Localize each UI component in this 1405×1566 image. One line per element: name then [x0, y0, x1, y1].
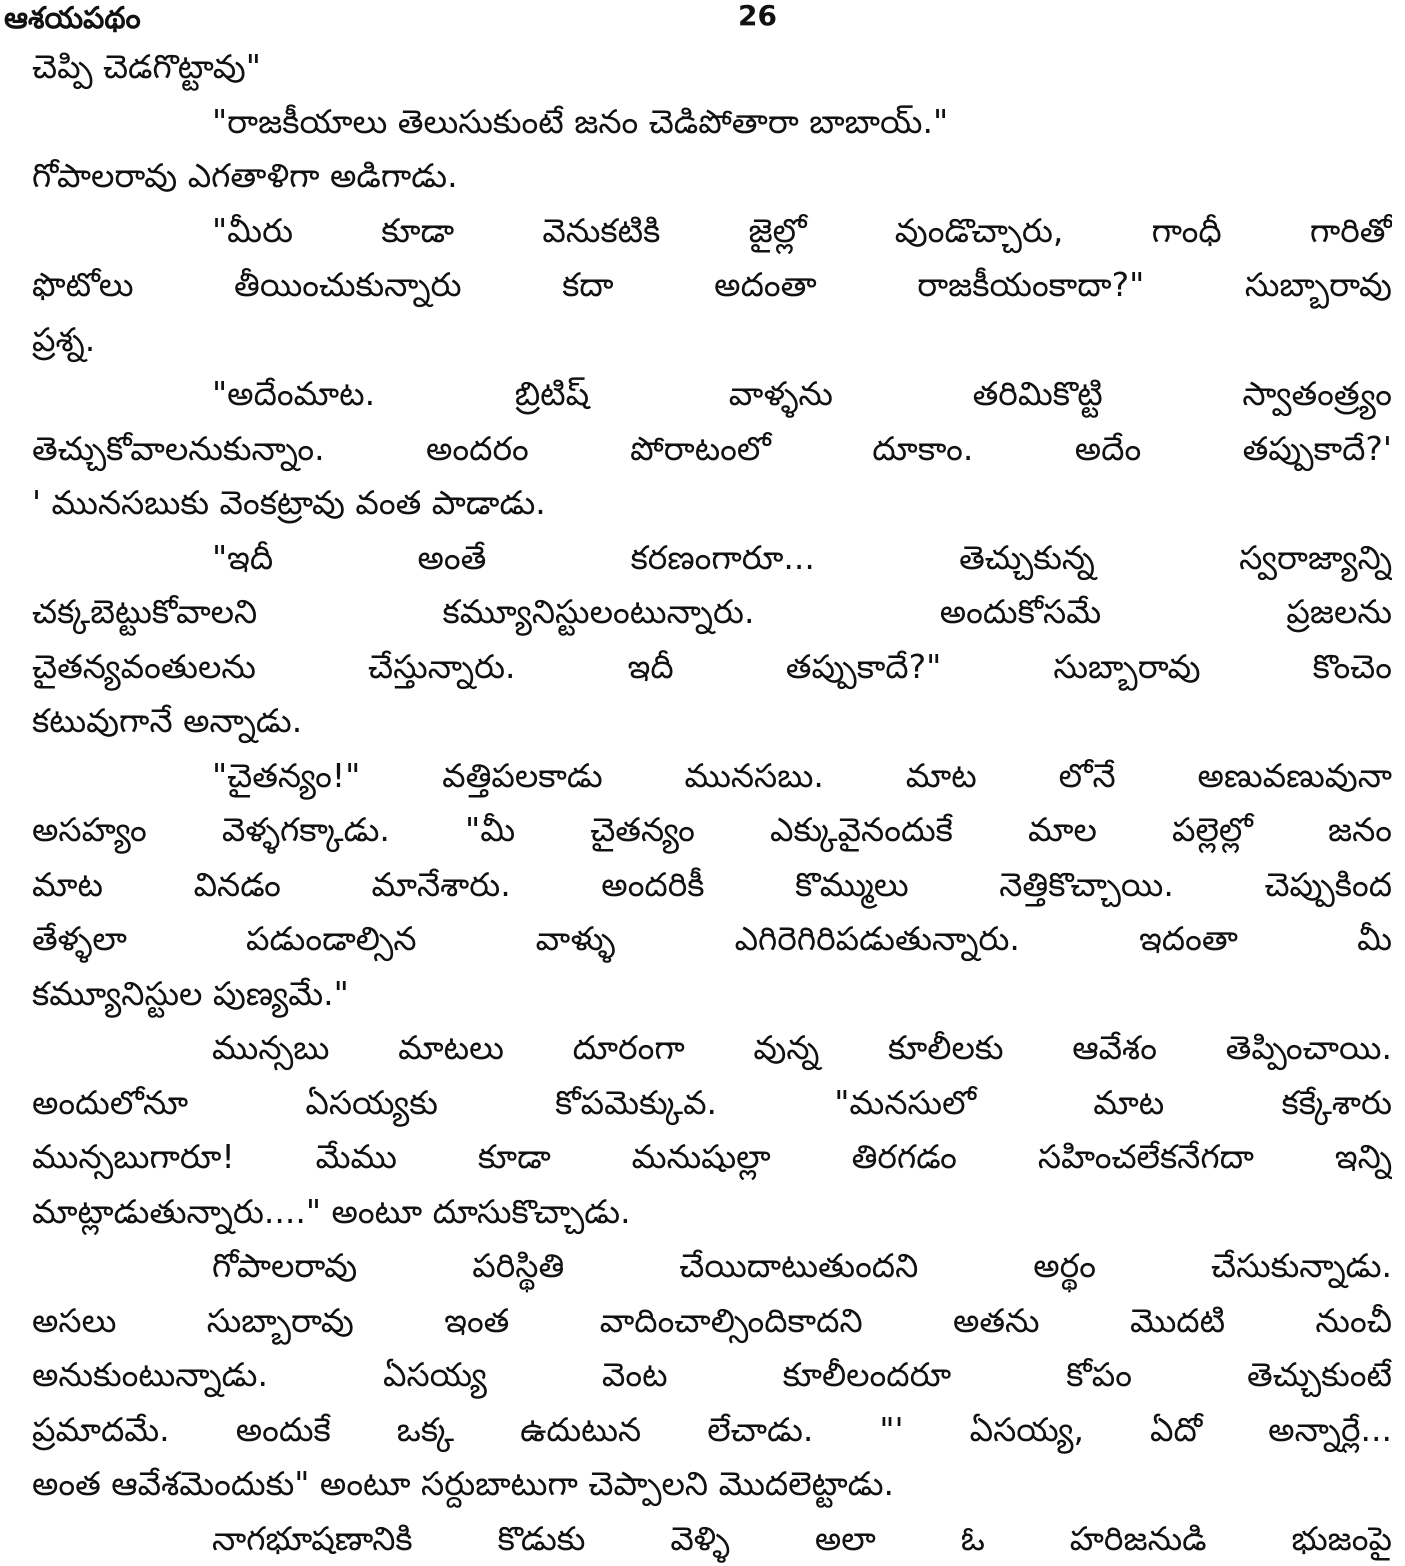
text-line: ప్రమాదమే. అందుకే ఒక్క ఉదుటున లేచాడు. "' ఏసయ్య, ఏదో అన్నార్లే...	[32, 1403, 1392, 1458]
text-line: అసలు సుబ్బారావు ఇంత వాదించాల్సిందికాదని అతను మొదటి నుంచీ	[32, 1294, 1392, 1349]
text-line: మాట వినడం మానేశారు. అందరికీ కొమ్ములు నెత్తికొచ్చాయి. చెప్పుకింద	[32, 858, 1392, 913]
text-line: తెచ్చుకోవాలనుకున్నాం. అందరం పోరాటంలో దూకాం. అదేం తప్పుకాదే?'	[32, 422, 1392, 477]
page-header	[0, 0, 1405, 38]
text-line: మాట్లాడుతున్నారు...." అంటూ దూసుకొచ్చాడు.	[32, 1185, 1392, 1240]
page-body	[32, 40, 1392, 1566]
text-line: తేళ్ళలా పడుండాల్సిన వాళ్ళు ఎగిరెగిరిపడుతున్నారు. ఇదంతా మీ	[32, 912, 1392, 967]
text-line: చక్కబెట్టుకోవాలని కమ్యూనిస్టులంటున్నారు. అందుకోసమే ప్రజలను	[32, 585, 1392, 640]
text-line: "అదేంమాట. బ్రిటిష్ వాళ్ళను తరిమికొట్టి స్వాతంత్ర్యం	[32, 367, 1392, 422]
text-line: చెప్పి చెడగొట్టావు"	[32, 40, 1392, 95]
text-line: ' మునసబుకు వెంకట్రావు వంత పాడాడు.	[32, 476, 1392, 531]
text-line: "మీరు కూడా వెనుకటికి జైల్లో వుండొచ్చారు, గాంధీ గారితో	[32, 204, 1392, 259]
text-line: అంత ఆవేశమెందుకు" అంటూ సర్దుబాటుగా చెప్పాలని మొదలెట్టాడు.	[32, 1457, 1392, 1512]
text-line: కమ్యూనిస్టుల పుణ్యమే."	[32, 967, 1392, 1022]
text-line: అసహ్యం వెళ్ళగక్కాడు. "మీ చైతన్యం ఎక్కువైనందుకే మాల పల్లెల్లో జనం	[32, 803, 1392, 858]
text-line: ప్రశ్న.	[32, 313, 1392, 368]
text-line: కటువుగానే అన్నాడు.	[32, 694, 1392, 749]
text-line: అందులోనూ ఏసయ్యకు కోపమెక్కువ. "మనసులో మాట కక్కేశారు	[32, 1076, 1392, 1131]
text-line: గోపాలరావు పరిస్థితి చేయిదాటుతుందని అర్థం చేసుకున్నాడు.	[32, 1239, 1392, 1294]
text-line: మున్సబు మాటలు దూరంగా వున్న కూలీలకు ఆవేశం తెప్పించాయి.	[32, 1021, 1392, 1076]
text-line: మున్సబుగారూ! మేము కూడా మనుషుల్లా తిరగడం సహించలేకనేగదా ఇన్ని	[32, 1130, 1392, 1185]
text-line: అనుకుంటున్నాడు. ఏసయ్య వెంట కూలీలందరూ కోపం తెచ్చుకుంటే	[32, 1348, 1392, 1403]
text-line: చైతన్యవంతులను చేస్తున్నారు. ఇదీ తప్పుకాదే?" సుబ్బారావు కొంచెం	[32, 640, 1392, 695]
text-line: "చైతన్యం!" వత్తిపలకాడు మునసబు. మాట లోనే అణువణువునా	[32, 749, 1392, 804]
book-title: ఆశయపథం	[4, 2, 141, 36]
text-line: నాగభూషణానికి కొడుకు వెళ్ళి అలా ఓ హరిజనుడి భుజంపై	[32, 1512, 1392, 1566]
text-line: "రాజకీయాలు తెలుసుకుంటే జనం చెడిపోతారా బాబాయ్."	[32, 95, 1392, 150]
text-line: గోపాలరావు ఎగతాళిగా అడిగాడు.	[32, 149, 1392, 204]
text-line: "ఇదీ అంతే కరణంగారూ... తెచ్చుకున్న స్వరాజ్యాన్ని	[32, 531, 1392, 586]
text-line: ఫొటోలు తీయించుకున్నారు కదా అదంతా రాజకీయంకాదా?" సుబ్బారావు	[32, 258, 1392, 313]
page-number: 26	[738, 0, 777, 32]
